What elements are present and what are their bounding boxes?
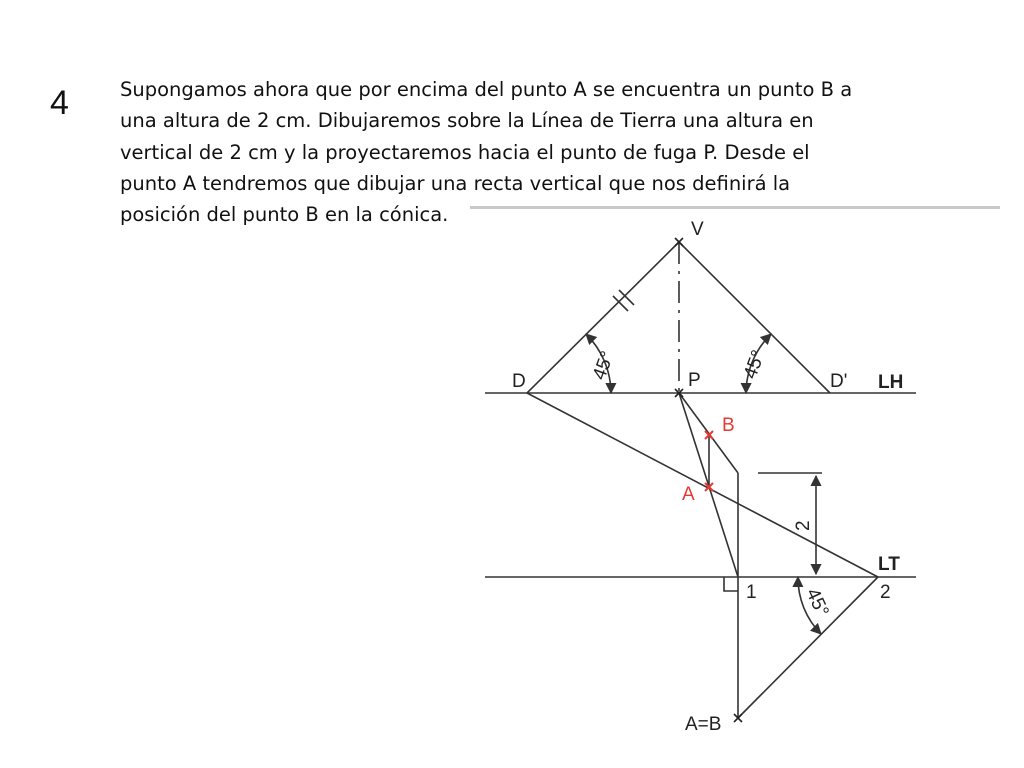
label-aeqb: A=B xyxy=(685,714,722,735)
text-line: posición del punto B en la cónica. xyxy=(120,203,449,227)
text-line: Supongamos ahora que por encima del punto A se encuentra un punto B a xyxy=(120,78,853,101)
label-d: D xyxy=(512,371,526,392)
label-lt: LT xyxy=(878,554,900,575)
text-line: una altura de 2 cm. Dibujaremos sobre la Línea de Tierra una altura en xyxy=(120,109,814,133)
label-lh: LH xyxy=(878,372,904,393)
angle-label-right: 45° xyxy=(739,347,770,382)
equal-tick xyxy=(613,296,628,311)
text-line: punto A tendremos que dibujar una recta vertical que nos definirá la xyxy=(120,171,791,195)
line-d-2 xyxy=(527,393,878,577)
label-dimension: 2 xyxy=(793,520,814,531)
right-angle-mark xyxy=(724,577,738,591)
angle-label-left: 45° xyxy=(588,348,619,383)
label-1: 1 xyxy=(746,582,757,603)
label-v: V xyxy=(691,219,704,240)
label-2: 2 xyxy=(880,582,891,603)
slide-number: 4 xyxy=(50,84,69,122)
label-a: A xyxy=(682,484,695,505)
label-b: B xyxy=(722,415,735,436)
label-p: P xyxy=(688,370,701,391)
text-line: vertical de 2 cm y la proyectaremos hacia el punto de fuga P. Desde el xyxy=(120,140,810,164)
angle-label-lower: 45° xyxy=(801,585,833,621)
equal-tick xyxy=(619,290,634,305)
label-d-prime: D' xyxy=(830,371,848,392)
